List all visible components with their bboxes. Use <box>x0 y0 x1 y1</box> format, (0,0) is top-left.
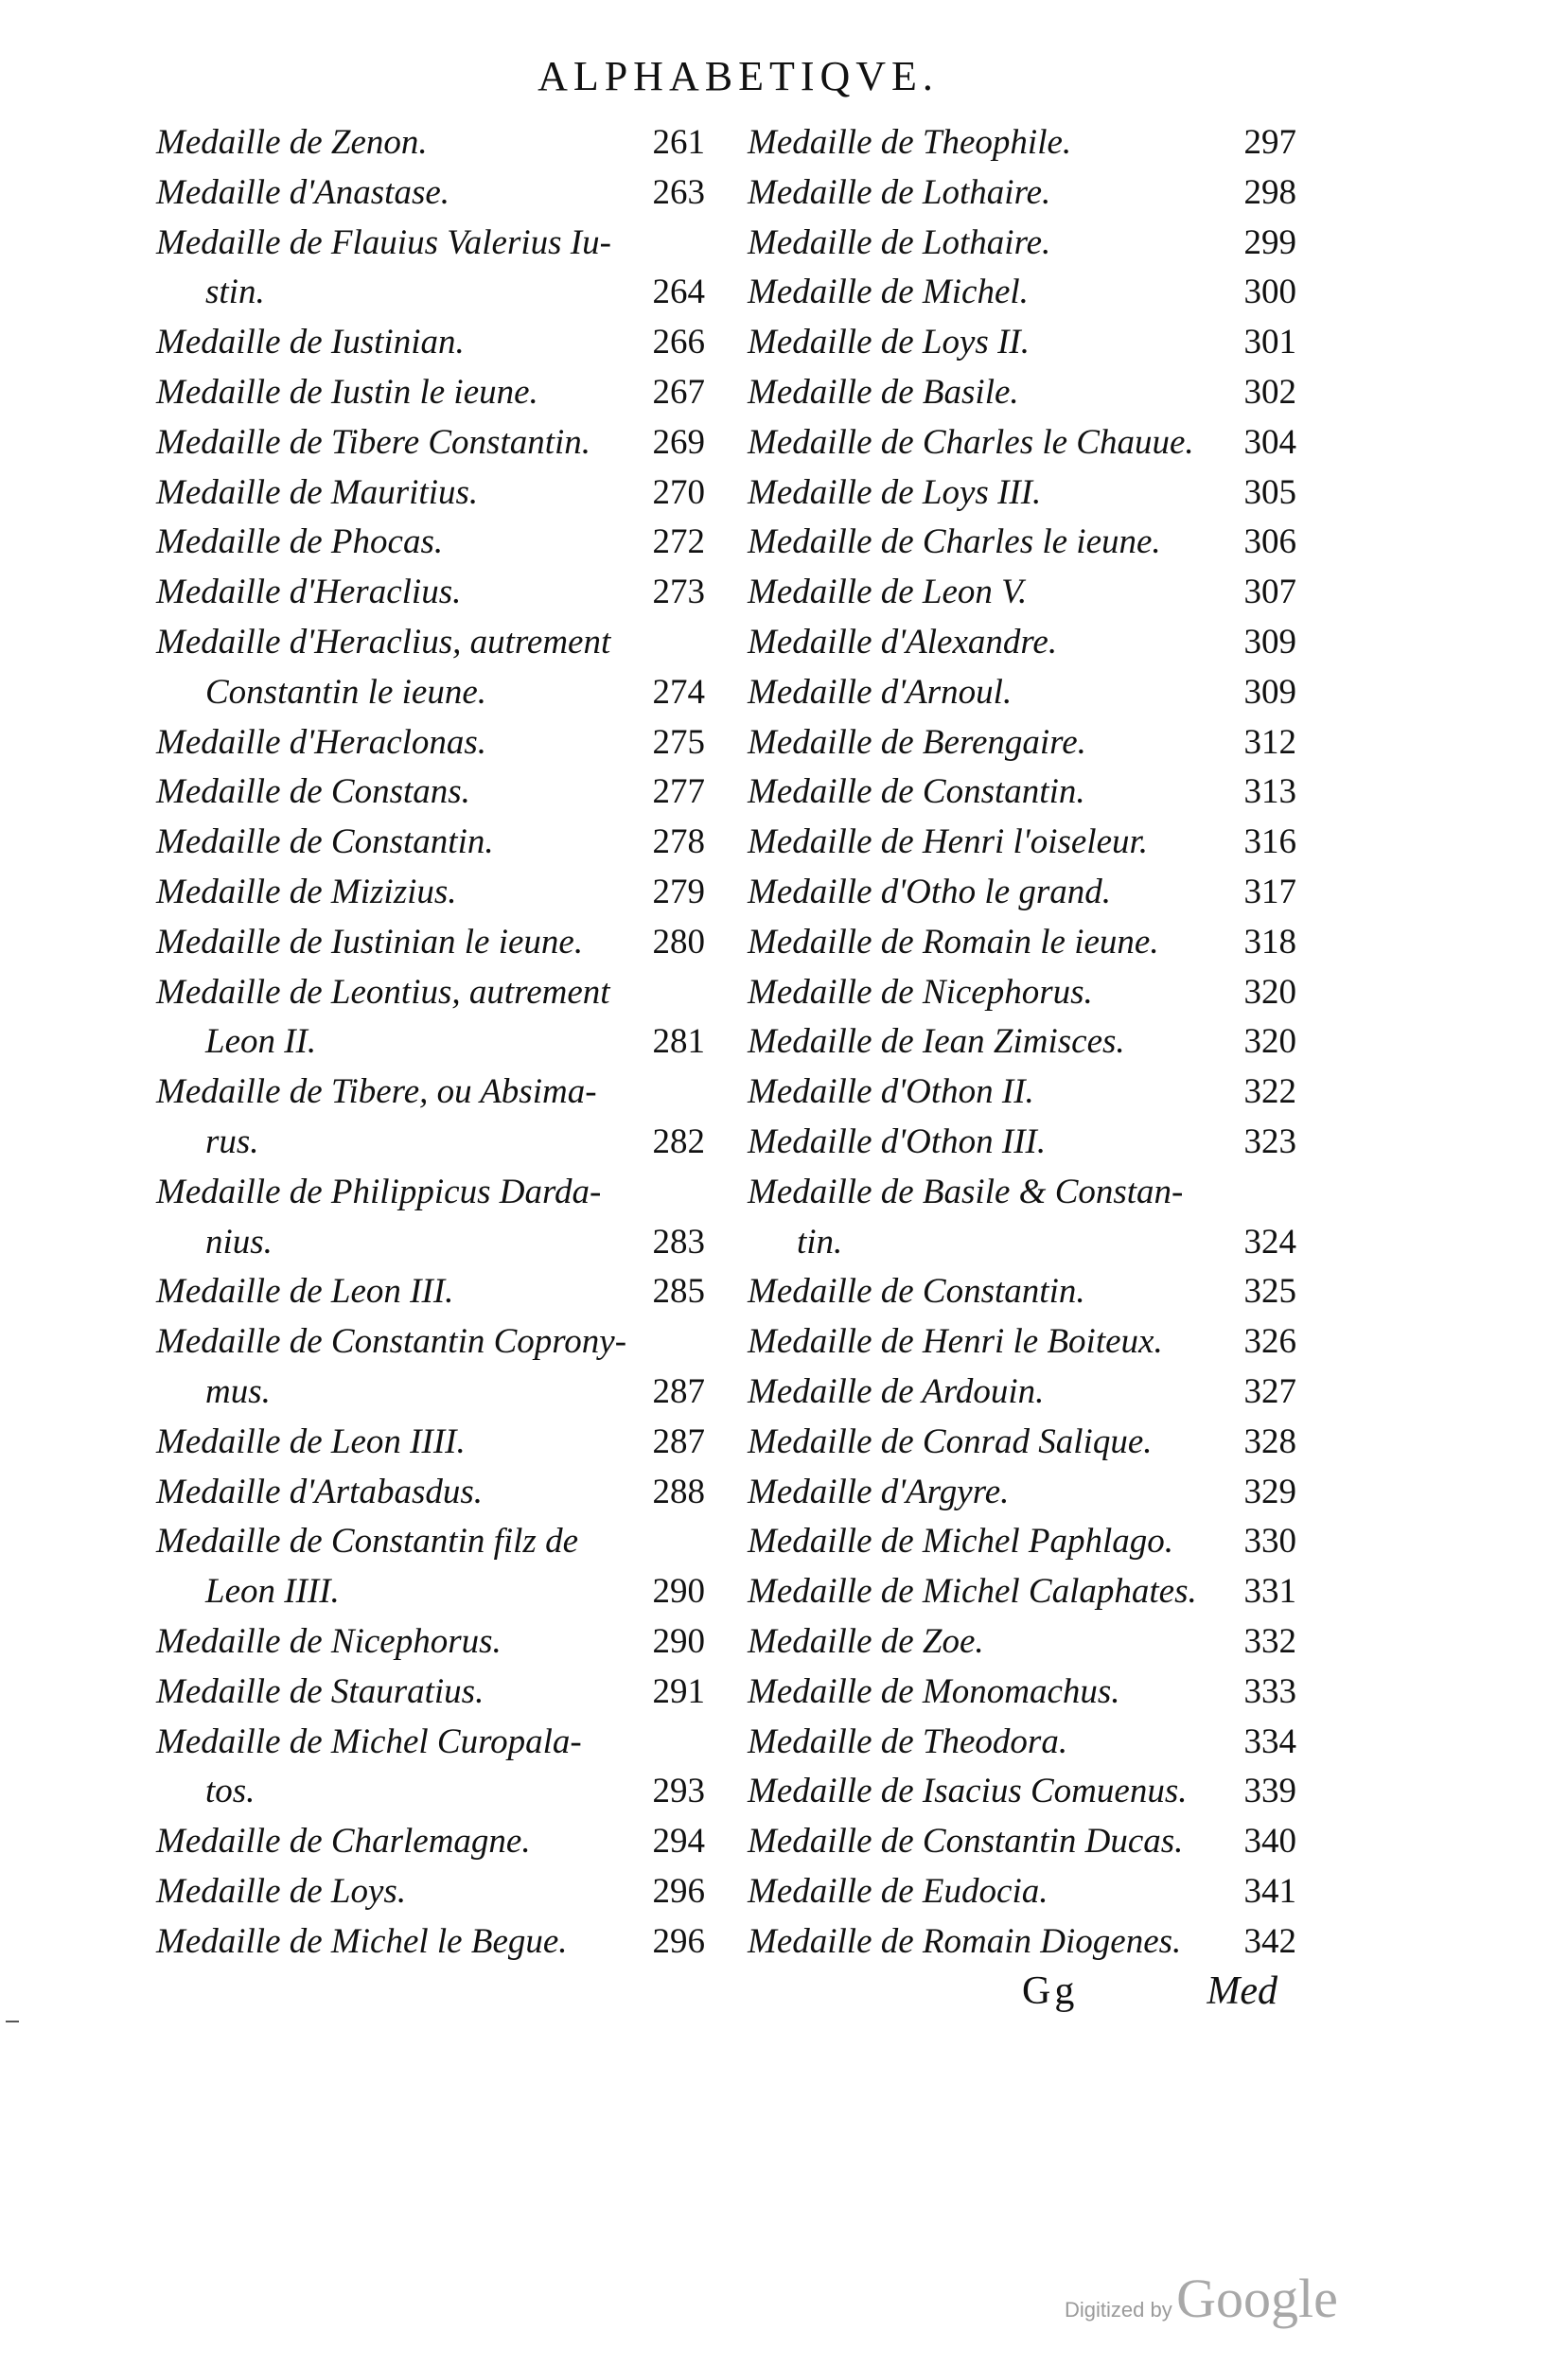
entry-page-number: 283 <box>652 1222 705 1262</box>
entry-page-number: 309 <box>1243 672 1296 712</box>
entry-text: Medaille de Iustinian le ieune. <box>156 922 584 962</box>
index-entry <box>748 1168 1296 1268</box>
entry-text: Medaille de Basile & Constan- <box>748 1172 1184 1211</box>
entry-page-number: 275 <box>652 722 705 762</box>
entry-page-number: 280 <box>652 922 705 962</box>
entry-page-number: 298 <box>1243 172 1296 212</box>
entry-continuation: tos. <box>205 1772 255 1811</box>
entry-page-number: 274 <box>652 672 705 712</box>
entry-page-number: 331 <box>1243 1572 1296 1612</box>
index-entry <box>156 1168 705 1268</box>
entry-continuation: Leon IIII. <box>205 1572 340 1612</box>
entry-page-number: 313 <box>1243 772 1296 812</box>
index-column-left <box>156 118 705 1967</box>
entry-text: Medaille de Leon III. <box>156 1272 454 1312</box>
entry-page-number: 299 <box>1243 222 1296 262</box>
index-entry <box>156 818 705 868</box>
entry-page-number: 277 <box>652 772 705 812</box>
entry-text: Medaille d'Alexandre. <box>748 622 1058 662</box>
entry-text: Medaille de Phocas. <box>156 522 444 562</box>
entry-text: Medaille de Loys. <box>156 1871 407 1911</box>
google-logo: Google <box>1176 2268 1338 2329</box>
entry-text: Medaille de Constans. <box>156 772 470 812</box>
index-entry <box>156 518 705 568</box>
entry-page-number: 294 <box>652 1822 705 1862</box>
entry-page-number: 270 <box>652 472 705 512</box>
entry-page-number: 287 <box>652 1371 705 1411</box>
entry-page-number: 320 <box>1243 972 1296 1012</box>
entry-text: Medaille de Zoe. <box>748 1621 984 1661</box>
entry-page-number: 279 <box>652 872 705 911</box>
entry-text: Medaille de Loys II. <box>748 323 1030 362</box>
index-entry <box>156 1317 705 1418</box>
index-entry <box>748 1517 1296 1567</box>
entry-text: Medaille de Romain le ieune. <box>748 922 1159 962</box>
entry-text: Medaille de Monomachus. <box>748 1671 1120 1711</box>
entry-page-number: 339 <box>1243 1772 1296 1811</box>
entry-text: Medaille d'Arnoul. <box>748 672 1013 712</box>
entry-page-number: 312 <box>1243 722 1296 762</box>
entry-text: Medaille d'Anastase. <box>156 172 450 212</box>
entry-text: Medaille d'Heraclius, autrement <box>156 622 611 662</box>
entry-text: Medaille de Basile. <box>748 372 1019 412</box>
entry-page-number: 318 <box>1243 922 1296 962</box>
entry-text: Medaille de Constantin. <box>748 1272 1085 1312</box>
entry-text: Medaille de Isacius Comuenus. <box>748 1772 1188 1811</box>
entry-text: Medaille de Lothaire. <box>748 172 1051 212</box>
entry-page-number: 287 <box>652 1421 705 1461</box>
index-entry <box>156 1668 705 1718</box>
entry-text: Medaille de Berengaire. <box>748 722 1086 762</box>
entry-text: Medaille de Conrad Salique. <box>748 1421 1153 1461</box>
entry-page-number: 266 <box>652 323 705 362</box>
entry-page-number: 341 <box>1243 1871 1296 1911</box>
index-entry <box>748 518 1296 568</box>
entry-continuation: stin. <box>205 273 265 312</box>
entry-continuation: rus. <box>205 1121 259 1161</box>
entry-page-number: 329 <box>1243 1472 1296 1511</box>
index-entry <box>748 318 1296 368</box>
index-entry <box>748 1817 1296 1867</box>
entry-text: Medaille de Flauius Valerius Iu- <box>156 222 611 262</box>
entry-page-number: 290 <box>652 1621 705 1661</box>
entry-page-number: 330 <box>1243 1522 1296 1562</box>
entry-text: Medaille de Constantin. <box>156 822 494 862</box>
entry-page-number: 293 <box>652 1772 705 1811</box>
entry-continuation: Leon II. <box>205 1022 317 1062</box>
entry-text: Medaille de Loys III. <box>748 472 1042 512</box>
entry-text: Medaille de Iustinian. <box>156 323 465 362</box>
index-entry <box>748 368 1296 418</box>
entry-page-number: 307 <box>1243 573 1296 612</box>
entry-text: Medaille de Charles le Chauue. <box>748 422 1194 462</box>
entry-text: Medaille de Henri le Boiteux. <box>748 1322 1163 1362</box>
entry-text: Medaille d'Heraclius. <box>156 573 462 612</box>
entry-text: Medaille de Iean Zimisces. <box>748 1022 1125 1062</box>
entry-text: Medaille d'Othon II. <box>748 1072 1034 1112</box>
index-entry <box>156 468 705 519</box>
entry-text: Medaille de Constantin filz de <box>156 1522 579 1562</box>
entry-page-number: 261 <box>652 123 705 162</box>
entry-page-number: 282 <box>652 1121 705 1161</box>
entry-page-number: 273 <box>652 573 705 612</box>
catchword: Med <box>1207 1969 1277 2013</box>
entry-page-number: 328 <box>1243 1421 1296 1461</box>
index-entry <box>156 118 705 168</box>
index-entry <box>748 1317 1296 1368</box>
entry-page-number: 264 <box>652 273 705 312</box>
entry-page-number: 342 <box>1243 1921 1296 1961</box>
index-entry <box>748 1468 1296 1518</box>
index-entry <box>156 868 705 918</box>
index-entry <box>156 568 705 618</box>
index-entry <box>156 718 705 768</box>
entry-continuation: Constantin le ieune. <box>205 672 486 712</box>
index-entry <box>156 219 705 319</box>
entry-page-number: 305 <box>1243 472 1296 512</box>
index-entry <box>156 1468 705 1518</box>
entry-text: Medaille de Nicephorus. <box>156 1621 502 1661</box>
entry-text: Medaille de Constantin. <box>748 772 1085 812</box>
entry-page-number: 326 <box>1243 1322 1296 1362</box>
entry-page-number: 267 <box>652 372 705 412</box>
entry-text: Medaille de Leontius, autrement <box>156 972 610 1012</box>
index-entry <box>748 168 1296 219</box>
entry-text: Medaille de Charles le ieune. <box>748 522 1161 562</box>
index-entry <box>748 468 1296 519</box>
entry-continuation: nius. <box>205 1222 273 1262</box>
index-entry <box>748 918 1296 968</box>
entry-text: Medaille de Tibere, ou Absima- <box>156 1072 597 1112</box>
digitized-by-text: Digitized by <box>1065 2298 1172 2322</box>
entry-page-number: 288 <box>652 1472 705 1511</box>
entry-text: Medaille de Lothaire. <box>748 222 1051 262</box>
index-entry <box>748 1368 1296 1418</box>
entry-text: Medaille de Michel Paphlago. <box>748 1522 1174 1562</box>
entry-page-number: 285 <box>652 1272 705 1312</box>
entry-page-number: 269 <box>652 422 705 462</box>
entry-text: Medaille de Henri l'oiseleur. <box>748 822 1149 862</box>
index-entry <box>156 368 705 418</box>
entry-page-number: 323 <box>1243 1121 1296 1161</box>
entry-text: Medaille d'Otho le grand. <box>748 872 1112 911</box>
index-entry <box>748 1017 1296 1068</box>
entry-text: Medaille de Theodora. <box>748 1722 1068 1761</box>
index-entry <box>748 818 1296 868</box>
entry-page-number: 302 <box>1243 372 1296 412</box>
index-entry <box>748 1068 1296 1118</box>
entry-page-number: 281 <box>652 1022 705 1062</box>
entry-text: Medaille de Ardouin. <box>748 1371 1045 1411</box>
index-entry <box>156 1617 705 1668</box>
index-entry <box>156 418 705 468</box>
entry-page-number: 316 <box>1243 822 1296 862</box>
index-entry <box>156 1068 705 1168</box>
index-entry <box>156 1418 705 1468</box>
entry-text: Medaille de Theophile. <box>748 123 1072 162</box>
index-entry <box>748 1567 1296 1617</box>
index-column-right <box>748 118 1296 1967</box>
index-entry <box>748 118 1296 168</box>
index-entry <box>156 618 705 718</box>
index-entry <box>748 668 1296 718</box>
entry-text: Medaille de Mizizius. <box>156 872 457 911</box>
entry-page-number: 306 <box>1243 522 1296 562</box>
entry-text: Medaille de Nicephorus. <box>748 972 1093 1012</box>
index-entry <box>748 1118 1296 1168</box>
entry-continuation: mus. <box>205 1371 271 1411</box>
entry-text: Medaille de Stauratius. <box>156 1671 484 1711</box>
index-entry <box>748 1668 1296 1718</box>
index-entry <box>748 1767 1296 1817</box>
index-entry <box>748 1418 1296 1468</box>
entry-text: Medaille de Philippicus Darda- <box>156 1172 602 1211</box>
entry-page-number: 320 <box>1243 1022 1296 1062</box>
index-entry <box>748 618 1296 668</box>
entry-text: Medaille d'Othon III. <box>748 1121 1047 1161</box>
entry-page-number: 291 <box>652 1671 705 1711</box>
entry-page-number: 317 <box>1243 872 1296 911</box>
entry-page-number: 300 <box>1243 273 1296 312</box>
index-entry <box>748 1267 1296 1317</box>
index-entry <box>748 568 1296 618</box>
entry-page-number: 340 <box>1243 1822 1296 1862</box>
index-entry <box>748 868 1296 918</box>
index-entry <box>748 718 1296 768</box>
page-header: ALPHABETIQVE. <box>537 53 939 99</box>
entry-text: Medaille de Constantin Ducas. <box>748 1822 1184 1862</box>
index-entry <box>156 1267 705 1317</box>
entry-page-number: 278 <box>652 822 705 862</box>
index-entry <box>156 1867 705 1917</box>
index-entry <box>156 168 705 219</box>
margin-mark <box>6 2021 19 2022</box>
entry-continuation: tin. <box>797 1222 843 1262</box>
entry-text: Medaille de Charlemagne. <box>156 1822 531 1862</box>
index-entry <box>748 418 1296 468</box>
index-entry <box>748 1867 1296 1917</box>
entry-page-number: 322 <box>1243 1072 1296 1112</box>
entry-page-number: 327 <box>1243 1371 1296 1411</box>
entry-page-number: 309 <box>1243 622 1296 662</box>
index-entry <box>156 768 705 818</box>
entry-text: Medaille de Michel Curopala- <box>156 1722 582 1761</box>
entry-text: Medaille d'Heraclonas. <box>156 722 487 762</box>
entry-page-number: 332 <box>1243 1621 1296 1661</box>
entry-page-number: 297 <box>1243 123 1296 162</box>
entry-text: Medaille de Zenon. <box>156 123 428 162</box>
entry-page-number: 324 <box>1243 1222 1296 1262</box>
index-entry <box>156 968 705 1068</box>
index-entry <box>156 918 705 968</box>
entry-page-number: 290 <box>652 1572 705 1612</box>
entry-text: Medaille de Iustin le ieune. <box>156 372 538 412</box>
entry-text: Medaille d'Argyre. <box>748 1472 1010 1511</box>
entry-page-number: 333 <box>1243 1671 1296 1711</box>
index-entry <box>748 1617 1296 1668</box>
entry-page-number: 301 <box>1243 323 1296 362</box>
entry-text: Medaille de Romain Diogenes. <box>748 1921 1182 1961</box>
signature-mark: Gg <box>1022 1969 1079 2013</box>
index-entry <box>156 318 705 368</box>
entry-text: Medaille de Constantin Coprony- <box>156 1322 627 1362</box>
index-entry <box>748 768 1296 818</box>
entry-text: Medaille de Leon V. <box>748 573 1028 612</box>
entry-page-number: 296 <box>652 1921 705 1961</box>
entry-text: Medaille de Leon IIII. <box>156 1421 466 1461</box>
index-entry <box>748 219 1296 269</box>
index-entry <box>156 1517 705 1617</box>
entry-text: Medaille de Tibere Constantin. <box>156 422 591 462</box>
entry-text: Medaille de Michel Calaphates. <box>748 1572 1197 1612</box>
index-entry <box>748 268 1296 318</box>
index-entry <box>748 1917 1296 1968</box>
entry-text: Medaille d'Artabasdus. <box>156 1472 483 1511</box>
index-entry <box>156 1917 705 1968</box>
index-entry <box>156 1817 705 1867</box>
entry-text: Medaille de Michel le Begue. <box>156 1921 568 1961</box>
entry-page-number: 304 <box>1243 422 1296 462</box>
entry-page-number: 296 <box>652 1871 705 1911</box>
entry-page-number: 272 <box>652 522 705 562</box>
digitized-watermark <box>1065 2267 1338 2330</box>
entry-text: Medaille de Mauritius. <box>156 472 479 512</box>
index-entry <box>748 1718 1296 1768</box>
entry-page-number: 325 <box>1243 1272 1296 1312</box>
entry-text: Medaille de Michel. <box>748 273 1029 312</box>
entry-page-number: 334 <box>1243 1722 1296 1761</box>
entry-page-number: 263 <box>652 172 705 212</box>
index-entry <box>748 968 1296 1018</box>
entry-text: Medaille de Eudocia. <box>748 1871 1048 1911</box>
index-entry <box>156 1718 705 1818</box>
